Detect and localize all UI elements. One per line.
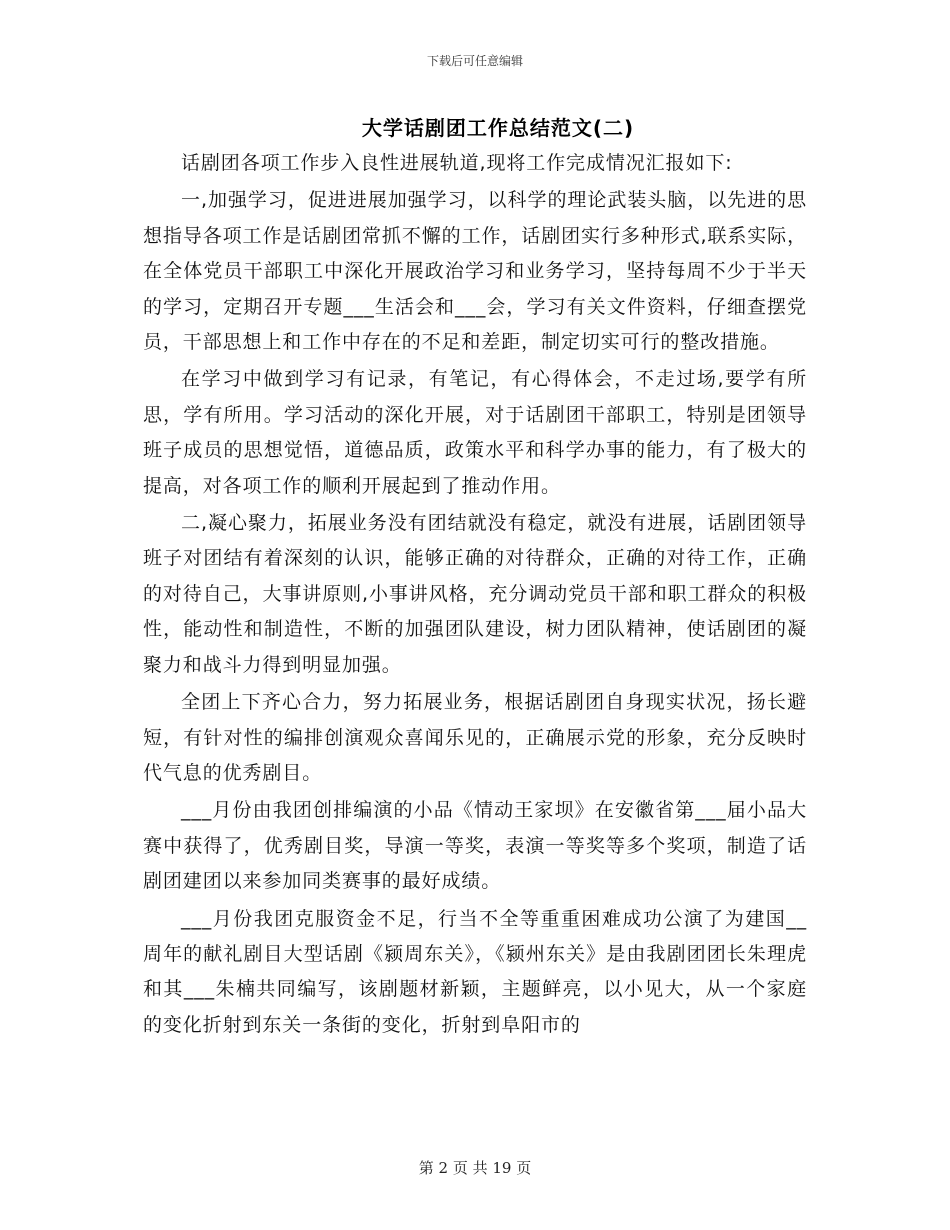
paragraph: 一,加强学习，促进进展加强学习，以科学的理论武装头脑，以先进的思想指导各项工作是话剧团常抓不懈的工作，话剧团实行多种形式,联系实际，在全体党员干部职工中深化开展政治学习和业务学习，坚持每周不少于半天的学习，定期召开专题___生活会和___会，学习有关文件资料，仔细查摆党员，干部思想上和工作中存在的不足和差距，制定切实可行的整改措施。 xyxy=(143,189,807,354)
document-title: 大学话剧团工作总结范文(二) xyxy=(361,116,635,140)
paragraph: ___月份由我团创排编演的小品《情动王家坝》在安徽省第___届小品大赛中获得了，优秀剧目奖，导演一等奖，表演一等奖等多个奖项，制造了话剧团建团以来参加同类赛事的最好成绩。 xyxy=(143,799,807,893)
page-number: 第 2 页 共 19 页 xyxy=(418,1159,532,1177)
paragraph: 话剧团各项工作步入良性进展轨道,现将工作完成情况汇报如下: xyxy=(181,152,733,174)
paragraph: 全团上下齐心合力，努力拓展业务，根据话剧团自身现实状况，扬长避短，有针对性的编排创演观众喜闻乐见的，正确展示党的形象，充分反映时代气息的优秀剧目。 xyxy=(143,691,807,784)
paragraph: ___月份我团克服资金不足，行当不全等重重困难成功公演了为建国__周年的献礼剧目大型话剧《颍周东关》，《颍州东关》是由我剧团团长朱理虎和其___朱楠共同编写，该剧题材新颖，主题鲜亮，以小见大，从一个家庭的变化折射到东关一条街的变化，折射到阜阳市的 xyxy=(143,907,807,1036)
document-body xyxy=(143,146,807,1045)
paragraph: 在学习中做到学习有记录，有笔记，有心得体会，不走过场,要学有所思，学有所用。学习活动的深化开展，对于话剧团干部职工，特别是团领导班子成员的思想觉悟，道德品质，政策水平和科学办事的能力，有了极大的提高，对各项工作的顺利开展起到了推动作用。 xyxy=(143,368,807,497)
header-note: 下载后可任意编辑 xyxy=(426,54,523,68)
paragraph: 二,凝心聚力，拓展业务没有团结就没有稳定，就没有进展，话剧团领导班子对团结有着深刻的认识，能够正确的对待群众，正确的对待工作，正确的对待自己，大事讲原则,小事讲风格，充分调动党员干部和职工群众的积极性，能动性和制造性，不断的加强团队建设，树力团队精神，使话剧团的凝聚力和战斗力得到明显加强。 xyxy=(143,512,807,676)
